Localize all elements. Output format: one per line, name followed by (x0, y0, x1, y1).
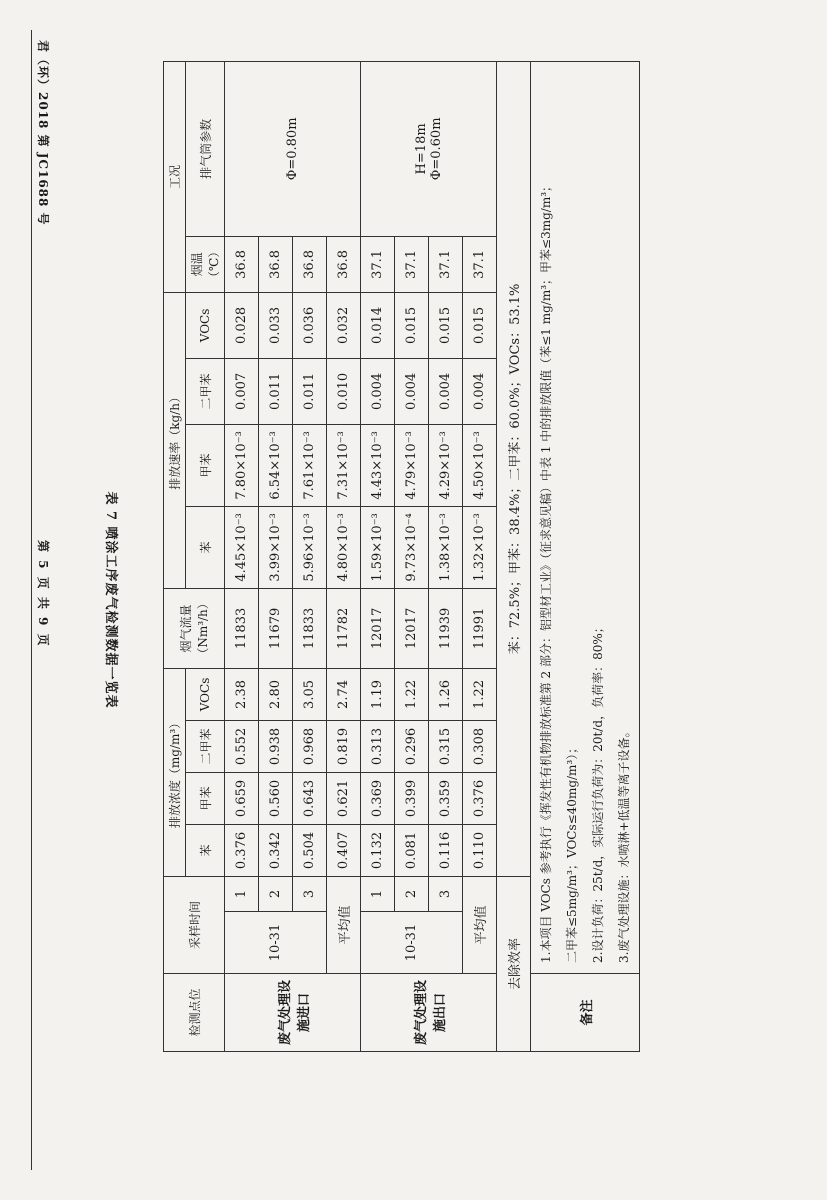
cell-b: 0.081 (395, 824, 429, 876)
cell-rx: 0.004 (361, 358, 395, 424)
cell-t: 0.399 (395, 772, 429, 824)
sample-number: 2 (395, 876, 429, 911)
cell-temp: 37.1 (429, 236, 463, 292)
sample-number: 2 (259, 876, 293, 911)
table-body (164, 61, 640, 1051)
cell-rx: 0.004 (395, 358, 429, 424)
cell-x: 0.315 (429, 720, 463, 772)
cell-b: 0.504 (293, 824, 327, 876)
table-row (225, 61, 259, 1051)
col-rate-benzene: 苯 (186, 506, 225, 588)
cell-t: 0.359 (429, 772, 463, 824)
cell-t: 0.659 (225, 772, 259, 824)
cell-b: 0.116 (429, 824, 463, 876)
sample-number: 3 (429, 876, 463, 911)
removal-label: 去除效率 (497, 876, 531, 1051)
header-rule (31, 30, 32, 1170)
col-rate-xylene: 二甲苯 (186, 358, 225, 424)
avg-t: 0.621 (327, 772, 361, 824)
cell-flow: 11939 (429, 588, 463, 668)
cell-rb: 9.73×10⁻⁴ (395, 506, 429, 588)
avg-rx: 0.010 (327, 358, 361, 424)
col-xylene: 二甲苯 (186, 720, 225, 772)
col-toluene: 甲苯 (186, 772, 225, 824)
cell-x: 0.968 (293, 720, 327, 772)
cell-rt: 7.80×10⁻³ (225, 424, 259, 506)
remark-line: 二甲苯≤5mg/m³；VOCs≤40mg/m³）； (565, 741, 579, 963)
header-row-1 (164, 61, 186, 1051)
avg-rx: 0.004 (463, 358, 497, 424)
average-label: 平均值 (463, 876, 497, 973)
cell-b: 0.132 (361, 824, 395, 876)
cell-rt: 4.79×10⁻³ (395, 424, 429, 506)
cell-flow: 11833 (293, 588, 327, 668)
sampling-date: 10-31 (225, 912, 327, 974)
cell-x: 0.296 (395, 720, 429, 772)
cell-temp: 37.1 (395, 236, 429, 292)
sample-number: 3 (293, 876, 327, 911)
avg-v: 1.22 (463, 668, 497, 720)
stack-params (361, 61, 497, 236)
cell-flow: 12017 (395, 588, 429, 668)
avg-v: 2.74 (327, 668, 361, 720)
avg-rb: 4.80×10⁻³ (327, 506, 361, 588)
cell-rv: 0.036 (293, 292, 327, 358)
cell-rv: 0.033 (259, 292, 293, 358)
cell-rx: 0.004 (429, 358, 463, 424)
remarks-row (531, 61, 640, 1051)
cell-rx: 0.011 (259, 358, 293, 424)
col-benzene: 苯 (186, 824, 225, 876)
cell-x: 0.552 (225, 720, 259, 772)
cell-rx: 0.011 (293, 358, 327, 424)
cell-v: 1.22 (395, 668, 429, 720)
remarks-text (531, 61, 640, 973)
stack-params (225, 61, 361, 236)
avg-rt: 4.50×10⁻³ (463, 424, 497, 506)
remark-line: 3.废气处理设施：水喷淋+低温等离子设备。 (617, 725, 631, 963)
cell-temp: 37.1 (361, 236, 395, 292)
cell-v: 1.19 (361, 668, 395, 720)
cell-v: 1.26 (429, 668, 463, 720)
remark-line: 2.设计负荷：25t/d，实际运行负荷为：20t/d，负荷率：80%； (591, 621, 605, 963)
avg-rv: 0.032 (327, 292, 361, 358)
cell-rx: 0.007 (225, 358, 259, 424)
avg-t: 0.376 (463, 772, 497, 824)
cell-flow: 11679 (259, 588, 293, 668)
avg-x: 0.819 (327, 720, 361, 772)
col-time: 采样时间 (164, 876, 225, 973)
avg-temp: 36.8 (327, 236, 361, 292)
cell-rb: 4.45×10⁻³ (225, 506, 259, 588)
col-stack: 排气筒参数 (186, 61, 225, 236)
cell-flow: 11833 (225, 588, 259, 668)
stack-height: H=18m (413, 123, 429, 175)
cell-x: 0.938 (259, 720, 293, 772)
cell-rt: 7.61×10⁻³ (293, 424, 327, 506)
remark-line: 1.本项目 VOCs 参考执行《挥发性有机物排放标准第 2 部分：铝型材工业》（征求意见稿）中表 1 中的排放限值（苯≤1 mg/m³；甲苯≤3mg/m³； (539, 179, 553, 963)
cell-x: 0.313 (361, 720, 395, 772)
remarks-label: 备注 (531, 974, 640, 1052)
stack-diameter: Φ=0.80m (285, 117, 300, 181)
average-label: 平均值 (327, 876, 361, 973)
avg-rv: 0.015 (463, 292, 497, 358)
col-flow: 烟气流量（Nm³/h） (164, 588, 225, 668)
cell-temp: 36.8 (259, 236, 293, 292)
col-point: 检测点位 (164, 974, 225, 1052)
cell-v: 2.38 (225, 668, 259, 720)
col-rate: 排放速率（kg/h） (164, 292, 186, 588)
data-table-wrapper (163, 62, 753, 1052)
cell-rb: 5.96×10⁻³ (293, 506, 327, 588)
cell-t: 0.643 (293, 772, 327, 824)
sampling-point: 废气处理设施进口 (225, 974, 361, 1052)
cell-b: 0.342 (259, 824, 293, 876)
cell-rb: 1.38×10⁻³ (429, 506, 463, 588)
cell-rt: 6.54×10⁻³ (259, 424, 293, 506)
document-number: 君（环）2018 第 JC1688 号 (36, 40, 50, 226)
cell-temp: 36.8 (293, 236, 327, 292)
cell-rb: 1.59×10⁻³ (361, 506, 395, 588)
removal-row (497, 61, 531, 1051)
table-title: 表 7 喷涂工序废气检测数据一览表 (103, 491, 118, 709)
cell-rv: 0.014 (361, 292, 395, 358)
cell-rb: 3.99×10⁻³ (259, 506, 293, 588)
col-vocs: VOCs (186, 668, 225, 720)
cell-rt: 4.29×10⁻³ (429, 424, 463, 506)
removal-value: 苯：72.5%；甲苯：38.4%；二甲苯：60.0%；VOCs：53.1% (497, 61, 531, 876)
col-condition: 工况 (164, 61, 186, 292)
emission-table (163, 61, 640, 1052)
sample-number: 1 (225, 876, 259, 911)
col-rate-toluene: 甲苯 (186, 424, 225, 506)
sampling-date: 10-31 (361, 912, 463, 974)
cell-flow: 12017 (361, 588, 395, 668)
avg-x: 0.308 (463, 720, 497, 772)
avg-rb: 1.32×10⁻³ (463, 506, 497, 588)
cell-t: 0.369 (361, 772, 395, 824)
avg-temp: 37.1 (463, 236, 497, 292)
page-indicator: 第 5 页 共 9 页 (36, 540, 50, 648)
avg-b: 0.407 (327, 824, 361, 876)
col-rate-vocs: VOCs (186, 292, 225, 358)
cell-temp: 36.8 (225, 236, 259, 292)
table-row (361, 61, 395, 1051)
sampling-point: 废气处理设施出口 (361, 974, 497, 1052)
cell-b: 0.376 (225, 824, 259, 876)
sample-number: 1 (361, 876, 395, 911)
stack-diameter: Φ=0.60m (428, 117, 444, 181)
cell-rv: 0.028 (225, 292, 259, 358)
cell-rv: 0.015 (429, 292, 463, 358)
avg-flow: 11991 (463, 588, 497, 668)
cell-v: 3.05 (293, 668, 327, 720)
cell-rv: 0.015 (395, 292, 429, 358)
col-concentration: 排放浓度（mg/m³） (164, 668, 186, 876)
avg-b: 0.110 (463, 824, 497, 876)
avg-flow: 11782 (327, 588, 361, 668)
cell-rt: 4.43×10⁻³ (361, 424, 395, 506)
col-temp: 烟温（℃） (186, 236, 225, 292)
cell-t: 0.560 (259, 772, 293, 824)
avg-rt: 7.31×10⁻³ (327, 424, 361, 506)
cell-v: 2.80 (259, 668, 293, 720)
